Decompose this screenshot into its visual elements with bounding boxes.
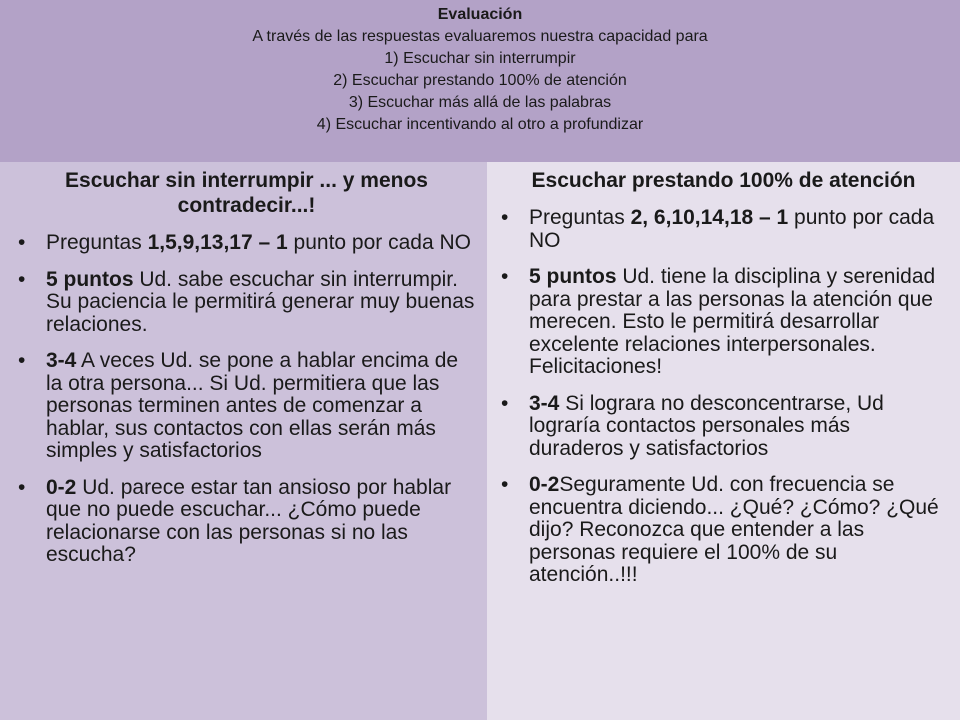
header-line-3: 3) Escuchar más allá de las palabras [348, 94, 612, 111]
right-bullet-item: • 5 puntos Ud. tiene la disciplina y serenidad para prestar a las personas la atención que merecen. Esto le permitirá desarrollar excelente relaciones interpersonales. Felicitaciones! [501, 266, 946, 379]
left-column-heading: Escuchar sin interrumpir ... y menos contradecir...! [65, 169, 428, 217]
header-line-2: 2) Escuchar prestando 100% de atención [333, 72, 627, 89]
left-bullet-item: • 0-2 Ud. parece estar tan ansioso por hablar que no puede escuchar... ¿Cómo puede relacionarse con las personas si no las escucha? [18, 477, 475, 567]
right-bullet-list [501, 207, 946, 587]
left-column [0, 162, 487, 720]
header-line-4: 4) Escuchar incentivando al otro a profundizar [316, 116, 644, 133]
header-line-1: 1) Escuchar sin interrumpir [384, 50, 576, 67]
left-bullet-item: • 3-4 A veces Ud. se pone a hablar encima de la otra persona... Si Ud. permitiera que las personas terminen antes de comenzar a hablar, sus contactos con ellas serán más simples y satisfactorios [18, 350, 475, 463]
right-bullet-item: • 3-4 Si lograra no desconcentrarse, Ud lograría contactos personales más duraderos y satisfactorios [501, 393, 946, 461]
right-column-heading: Escuchar prestando 100% de atención [531, 169, 916, 192]
right-column [487, 162, 960, 720]
right-bullet-item: • 0-2Seguramente Ud. con frecuencia se encuentra diciendo... ¿Qué? ¿Cómo? ¿Qué dijo? Reconozca que entender a las personas requiere el 100% de su atención..!!! [501, 474, 946, 587]
left-bullet-item: • Preguntas 1,5,9,13,17 – 1 punto por cada NO [18, 232, 475, 255]
left-bullet-list [18, 232, 475, 567]
header-line-intro: A través de las respuestas evaluaremos nuestra capacidad para [252, 28, 708, 45]
header-title: Evaluación [437, 6, 523, 23]
evaluation-header [0, 0, 960, 162]
left-bullet-item: • 5 puntos Ud. sabe escuchar sin interrumpir. Su paciencia le permitirá generar muy buenas relaciones. [18, 269, 475, 337]
right-bullet-item: • Preguntas 2, 6,10,14,18 – 1 punto por cada NO [501, 207, 946, 252]
